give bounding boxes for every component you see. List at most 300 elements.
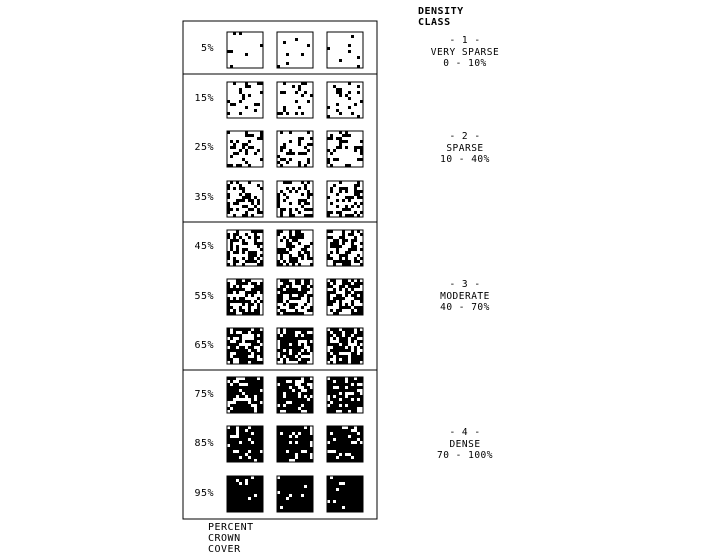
canopy-cell <box>254 506 257 509</box>
canopy-cell <box>348 214 351 217</box>
canopy-cell <box>345 190 348 193</box>
canopy-cell <box>298 503 301 506</box>
canopy-cell <box>342 230 345 233</box>
canopy-cell <box>260 377 263 380</box>
canopy-cell <box>230 334 233 337</box>
canopy-cell <box>283 488 286 491</box>
canopy-cell <box>307 435 310 438</box>
canopy-cell <box>239 297 242 300</box>
canopy-cell <box>342 236 345 239</box>
canopy-cell <box>283 503 286 506</box>
canopy-cell <box>277 380 280 383</box>
canopy-cell <box>295 494 298 497</box>
canopy-cell <box>304 441 307 444</box>
canopy-cell <box>345 488 348 491</box>
canopy-cell <box>236 199 239 202</box>
canopy-cell <box>230 459 233 462</box>
canopy-cell <box>257 386 260 389</box>
canopy-cell <box>360 494 363 497</box>
canopy-cell <box>348 491 351 494</box>
canopy-cell <box>283 482 286 485</box>
canopy-cell <box>345 131 348 134</box>
canopy-cell <box>301 398 304 401</box>
canopy-cell <box>242 205 245 208</box>
canopy-cell <box>233 251 236 254</box>
canopy-cell <box>292 447 295 450</box>
canopy-cell <box>227 506 230 509</box>
canopy-cell <box>227 184 230 187</box>
canopy-cell <box>236 251 239 254</box>
canopy-cell <box>304 202 307 205</box>
row-label-5: 5% <box>200 43 214 54</box>
canopy-cell <box>298 137 301 140</box>
canopy-cell <box>354 245 357 248</box>
canopy-cell <box>354 432 357 435</box>
canopy-cell <box>292 355 295 358</box>
canopy-cell <box>292 343 295 346</box>
canopy-cell <box>245 509 248 512</box>
canopy-cell <box>351 380 354 383</box>
canopy-cell <box>277 435 280 438</box>
canopy-cell <box>239 497 242 500</box>
canopy-cell <box>292 491 295 494</box>
canopy-cell <box>327 211 330 214</box>
canopy-cell <box>257 257 260 260</box>
canopy-cell <box>289 245 292 248</box>
canopy-cell <box>257 184 260 187</box>
canopy-cell <box>301 453 304 456</box>
canopy-cell <box>307 497 310 500</box>
canopy-cell <box>357 312 360 315</box>
cover-pattern-square <box>227 377 263 413</box>
canopy-cell <box>307 447 310 450</box>
canopy-cell <box>333 401 336 404</box>
canopy-cell <box>283 352 286 355</box>
canopy-cell <box>310 285 313 288</box>
canopy-cell <box>304 303 307 306</box>
canopy-cell <box>283 386 286 389</box>
canopy-cell <box>339 285 342 288</box>
canopy-cell <box>245 331 248 334</box>
canopy-cell <box>342 392 345 395</box>
canopy-cell <box>336 479 339 482</box>
canopy-cell <box>295 426 298 429</box>
canopy-cell <box>310 306 313 309</box>
canopy-cell <box>251 389 254 392</box>
canopy-cell <box>333 479 336 482</box>
canopy-cell <box>257 389 260 392</box>
canopy-cell <box>342 479 345 482</box>
canopy-cell <box>327 479 330 482</box>
canopy-cell <box>307 441 310 444</box>
canopy-cell <box>227 202 230 205</box>
canopy-cell <box>354 202 357 205</box>
cover-pattern-square <box>327 82 363 118</box>
canopy-cell <box>254 488 257 491</box>
canopy-cell <box>277 503 280 506</box>
canopy-cell <box>245 500 248 503</box>
class-3-name: MODERATE <box>440 290 490 302</box>
canopy-cell <box>239 503 242 506</box>
canopy-cell <box>354 248 357 251</box>
canopy-cell <box>286 438 289 441</box>
canopy-cell <box>348 503 351 506</box>
row-label-65: 65% <box>194 340 214 351</box>
canopy-cell <box>336 389 339 392</box>
canopy-cell <box>283 199 286 202</box>
canopy-cell <box>277 112 280 115</box>
canopy-cell <box>242 503 245 506</box>
canopy-cell <box>345 459 348 462</box>
canopy-cell <box>286 506 289 509</box>
canopy-cell <box>310 137 313 140</box>
canopy-cell <box>286 500 289 503</box>
canopy-cell <box>277 288 280 291</box>
canopy-cell <box>304 435 307 438</box>
canopy-cell <box>245 161 248 164</box>
canopy-cell <box>330 300 333 303</box>
canopy-cell <box>260 361 263 364</box>
canopy-cell <box>251 291 254 294</box>
canopy-cell <box>354 211 357 214</box>
canopy-cell <box>277 441 280 444</box>
canopy-cell <box>289 355 292 358</box>
canopy-cell <box>295 476 298 479</box>
canopy-cell <box>236 444 239 447</box>
canopy-cell <box>351 337 354 340</box>
canopy-cell <box>348 346 351 349</box>
canopy-cell <box>230 248 233 251</box>
canopy-cell <box>345 476 348 479</box>
class-4-number: - 4 - <box>449 427 481 438</box>
canopy-cell <box>307 494 310 497</box>
canopy-cell <box>260 485 263 488</box>
canopy-cell <box>257 211 260 214</box>
canopy-cell <box>333 485 336 488</box>
cover-pattern-square <box>327 377 363 413</box>
canopy-cell <box>280 285 283 288</box>
canopy-cell <box>295 288 298 291</box>
canopy-cell <box>242 459 245 462</box>
canopy-cell <box>230 346 233 349</box>
canopy-cell <box>233 383 236 386</box>
canopy-cell <box>242 482 245 485</box>
canopy-cell <box>280 230 283 233</box>
canopy-cell <box>283 346 286 349</box>
canopy-cell <box>251 503 254 506</box>
canopy-cell <box>298 450 301 453</box>
canopy-cell <box>348 447 351 450</box>
canopy-cell <box>333 435 336 438</box>
canopy-cell <box>295 260 298 263</box>
canopy-cell <box>301 476 304 479</box>
canopy-cell <box>333 242 336 245</box>
canopy-cell <box>295 497 298 500</box>
canopy-cell <box>342 306 345 309</box>
canopy-cell <box>289 377 292 380</box>
canopy-cell <box>239 450 242 453</box>
canopy-cell <box>342 279 345 282</box>
canopy-cell <box>301 288 304 291</box>
canopy-cell <box>251 447 254 450</box>
canopy-cell <box>304 438 307 441</box>
canopy-cell <box>260 134 263 137</box>
canopy-cell <box>248 506 251 509</box>
canopy-cell <box>251 134 254 137</box>
canopy-cell <box>310 410 313 413</box>
canopy-cell <box>277 497 280 500</box>
canopy-cell <box>342 377 345 380</box>
canopy-cell <box>345 429 348 432</box>
canopy-cell <box>360 453 363 456</box>
canopy-cell <box>292 453 295 456</box>
canopy-cell <box>292 306 295 309</box>
canopy-cell <box>260 444 263 447</box>
canopy-cell <box>283 407 286 410</box>
canopy-cell <box>339 485 342 488</box>
canopy-cell <box>277 485 280 488</box>
canopy-cell <box>260 476 263 479</box>
canopy-cell <box>283 291 286 294</box>
canopy-cell <box>280 331 283 334</box>
canopy-cell <box>277 389 280 392</box>
canopy-cell <box>351 447 354 450</box>
canopy-cell <box>357 306 360 309</box>
canopy-cell <box>327 236 330 239</box>
canopy-cell <box>333 456 336 459</box>
density-class-title: DENSITY CLASS <box>418 6 464 28</box>
canopy-cell <box>310 482 313 485</box>
canopy-cell <box>283 453 286 456</box>
canopy-cell <box>357 444 360 447</box>
canopy-cell <box>260 429 263 432</box>
canopy-cell <box>354 282 357 285</box>
canopy-cell <box>327 137 330 140</box>
canopy-cell <box>283 282 286 285</box>
canopy-cell <box>242 352 245 355</box>
canopy-cell <box>336 503 339 506</box>
square-frame <box>277 32 313 68</box>
canopy-cell <box>286 509 289 512</box>
canopy-cell <box>260 288 263 291</box>
canopy-cell <box>354 500 357 503</box>
canopy-cell <box>248 447 251 450</box>
canopy-cell <box>251 500 254 503</box>
canopy-cell <box>236 245 239 248</box>
canopy-cell <box>295 398 298 401</box>
canopy-cell <box>248 236 251 239</box>
canopy-cell <box>227 112 230 115</box>
canopy-cell <box>257 479 260 482</box>
canopy-cell <box>345 482 348 485</box>
canopy-cell <box>351 509 354 512</box>
canopy-cell <box>242 97 245 100</box>
canopy-cell <box>339 59 342 62</box>
canopy-cell <box>292 152 295 155</box>
canopy-cell <box>245 211 248 214</box>
canopy-cell <box>330 392 333 395</box>
canopy-cell <box>227 291 230 294</box>
canopy-cell <box>227 306 230 309</box>
canopy-cell <box>345 494 348 497</box>
canopy-cell <box>251 208 254 211</box>
canopy-cell <box>254 497 257 500</box>
canopy-cell <box>251 358 254 361</box>
canopy-cell <box>298 491 301 494</box>
canopy-cell <box>260 386 263 389</box>
canopy-cell <box>307 453 310 456</box>
canopy-cell <box>298 230 301 233</box>
canopy-cell <box>277 429 280 432</box>
canopy-cell <box>292 349 295 352</box>
canopy-cell <box>260 352 263 355</box>
canopy-cell <box>360 257 363 260</box>
canopy-cell <box>245 377 248 380</box>
canopy-cell <box>277 500 280 503</box>
canopy-cell <box>342 509 345 512</box>
canopy-cell <box>251 349 254 352</box>
canopy-cell <box>277 337 280 340</box>
canopy-cell <box>327 334 330 337</box>
canopy-cell <box>251 282 254 285</box>
canopy-cell <box>233 392 236 395</box>
canopy-cell <box>289 233 292 236</box>
canopy-cell <box>257 288 260 291</box>
canopy-cell <box>280 149 283 152</box>
canopy-cell <box>248 410 251 413</box>
canopy-cell <box>254 349 257 352</box>
canopy-cell <box>254 103 257 106</box>
canopy-cell <box>239 432 242 435</box>
canopy-cell <box>295 91 298 94</box>
canopy-cell <box>277 230 280 233</box>
canopy-cell <box>257 438 260 441</box>
canopy-cell <box>227 450 230 453</box>
canopy-cell <box>280 211 283 214</box>
canopy-cell <box>339 349 342 352</box>
canopy-cell <box>248 260 251 263</box>
canopy-cell <box>248 459 251 462</box>
canopy-cell <box>242 488 245 491</box>
canopy-cell <box>336 346 339 349</box>
canopy-cell <box>257 476 260 479</box>
canopy-cell <box>333 410 336 413</box>
canopy-cell <box>357 343 360 346</box>
canopy-cell <box>242 257 245 260</box>
canopy-cell <box>360 202 363 205</box>
canopy-cell <box>307 100 310 103</box>
canopy-cell <box>348 497 351 500</box>
canopy-cell <box>257 103 260 106</box>
canopy-cell <box>286 62 289 65</box>
canopy-cell <box>342 401 345 404</box>
canopy-cell <box>254 334 257 337</box>
canopy-cell <box>336 355 339 358</box>
canopy-cell <box>301 82 304 85</box>
canopy-cell <box>333 509 336 512</box>
canopy-cell <box>248 346 251 349</box>
canopy-cell <box>286 346 289 349</box>
canopy-cell <box>239 404 242 407</box>
canopy-cell <box>230 491 233 494</box>
canopy-cell <box>233 500 236 503</box>
canopy-cell <box>257 429 260 432</box>
canopy-cell <box>339 309 342 312</box>
canopy-cell <box>239 386 242 389</box>
canopy-cell <box>336 88 339 91</box>
canopy-cell <box>277 488 280 491</box>
canopy-cell <box>336 205 339 208</box>
canopy-cell <box>254 337 257 340</box>
canopy-cell <box>345 509 348 512</box>
canopy-cell <box>295 337 298 340</box>
canopy-cell <box>330 245 333 248</box>
canopy-cell <box>257 309 260 312</box>
canopy-cell <box>333 282 336 285</box>
canopy-cell <box>327 509 330 512</box>
canopy-cell <box>304 251 307 254</box>
canopy-cell <box>254 196 257 199</box>
canopy-cell <box>333 328 336 331</box>
canopy-cell <box>251 340 254 343</box>
canopy-cell <box>301 112 304 115</box>
canopy-cell <box>351 340 354 343</box>
canopy-cell <box>301 328 304 331</box>
canopy-cell <box>354 291 357 294</box>
canopy-cell <box>280 429 283 432</box>
canopy-cell <box>242 426 245 429</box>
canopy-cell <box>286 328 289 331</box>
canopy-cell <box>301 441 304 444</box>
canopy-cell <box>307 279 310 282</box>
canopy-cell <box>239 392 242 395</box>
canopy-cell <box>280 395 283 398</box>
canopy-cell <box>360 248 363 251</box>
canopy-cell <box>230 208 233 211</box>
canopy-cell <box>354 257 357 260</box>
canopy-cell <box>295 328 298 331</box>
canopy-cell <box>330 190 333 193</box>
canopy-cell <box>348 482 351 485</box>
canopy-cell <box>330 497 333 500</box>
canopy-cell <box>242 94 245 97</box>
canopy-cell <box>260 392 263 395</box>
canopy-cell <box>233 257 236 260</box>
canopy-cell <box>283 500 286 503</box>
canopy-cell <box>283 494 286 497</box>
canopy-cell <box>354 236 357 239</box>
canopy-cell <box>242 479 245 482</box>
canopy-cell <box>242 389 245 392</box>
canopy-cell <box>298 106 301 109</box>
cover-pattern-square <box>227 131 263 167</box>
canopy-cell <box>360 352 363 355</box>
canopy-cell <box>245 392 248 395</box>
canopy-cell <box>260 44 263 47</box>
canopy-cell <box>304 361 307 364</box>
canopy-cell <box>333 459 336 462</box>
canopy-cell <box>295 438 298 441</box>
canopy-cell <box>333 158 336 161</box>
canopy-cell <box>245 214 248 217</box>
canopy-cell <box>351 459 354 462</box>
canopy-cell <box>260 282 263 285</box>
canopy-cell <box>289 294 292 297</box>
canopy-cell <box>348 432 351 435</box>
canopy-cell <box>236 152 239 155</box>
canopy-cell <box>289 190 292 193</box>
canopy-cell <box>233 386 236 389</box>
